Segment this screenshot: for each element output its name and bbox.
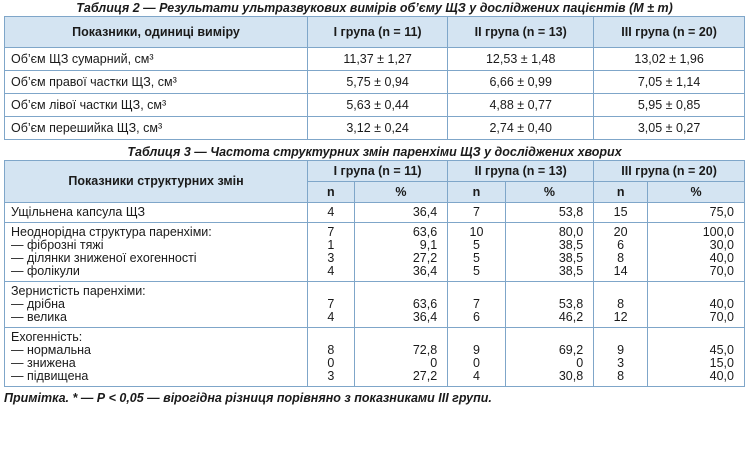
cell-pct: [354, 203, 448, 223]
cell-line: 8: [617, 369, 625, 383]
table3: [4, 160, 745, 387]
cell-n: [308, 223, 355, 282]
cell-line: 20: [613, 225, 628, 239]
cell-value: 5,95 ± 0,85: [594, 94, 745, 117]
cell-line: 0: [576, 356, 584, 370]
cell-line: — фолікули: [11, 264, 80, 278]
cell-n: [594, 203, 648, 223]
row-label: Об’єм ЩЗ сумарний, см³: [5, 48, 308, 71]
cell-line: 8: [617, 251, 625, 265]
cell-pct: [648, 282, 745, 328]
cell-line: — підвищена: [11, 369, 89, 383]
table2-header-indicator: Показники, одиниці виміру: [5, 17, 308, 48]
cell-n: [594, 282, 648, 328]
cell-value: 12,53 ± 1,48: [448, 48, 594, 71]
cell-line: 7: [327, 225, 335, 239]
cell-pct: [354, 223, 448, 282]
table3-caption: Таблиця 3 — Частота структурних змін паренхіми ЩЗ у досліджених хворих: [127, 145, 622, 159]
cell-n: [308, 203, 355, 223]
cell-line: 5: [472, 251, 480, 265]
table-row: [5, 48, 745, 71]
table3-header-indicator: Показники структурних змін: [5, 161, 308, 203]
subheader-n: n: [448, 182, 506, 203]
table2-header-group1: I група (n = 11): [308, 17, 448, 48]
cell-line: 14: [613, 264, 628, 278]
cell-value: 7,05 ± 1,14: [594, 71, 745, 94]
cell-line: 40,0: [709, 297, 734, 311]
cell-line: 5: [472, 238, 480, 252]
table-row: [5, 117, 745, 140]
cell-line: 38,5: [558, 238, 584, 252]
cell-value: 11,37 ± 1,27: [308, 48, 448, 71]
table-row: [5, 94, 745, 117]
cell-pct: [505, 203, 593, 223]
cell-line: 3: [327, 369, 335, 383]
cell-line: 75,0: [709, 205, 734, 219]
cell-line: Ехогенність:: [11, 330, 83, 344]
cell-line: 40,0: [709, 251, 734, 265]
cell-line: 7: [327, 297, 335, 311]
cell-n: [308, 328, 355, 387]
table3-header-row: [5, 161, 745, 182]
table-row: [5, 223, 745, 282]
cell-line: 27,2: [412, 369, 438, 383]
cell-line: 63,6: [412, 225, 438, 239]
cell-line: 72,8: [412, 343, 438, 357]
table2-caption: Таблиця 2 — Результати ультразвукових вимірів об’єму ЩЗ у досліджених пацієнтів (M ± m): [76, 1, 673, 15]
cell-line: — дрібна: [11, 297, 66, 311]
row-label: Об’єм правої частки ЩЗ, см³: [5, 71, 308, 94]
cell-value: 2,74 ± 0,40: [448, 117, 594, 140]
table2: [4, 16, 745, 140]
cell-line: 7: [472, 297, 480, 311]
cell-pct: [505, 282, 593, 328]
cell-line: 36,4: [412, 205, 438, 219]
table-row: [5, 282, 745, 328]
cell-line: 1: [327, 238, 335, 252]
cell-n: [448, 282, 506, 328]
cell-line: 100,0: [702, 225, 734, 239]
cell-line: 38,5: [558, 264, 584, 278]
row-label: [5, 203, 308, 223]
cell-line: 3: [327, 251, 335, 265]
cell-line: 0: [430, 356, 438, 370]
cell-line: 30,0: [709, 238, 734, 252]
row-label: [5, 328, 308, 387]
cell-value: 6,66 ± 0,99: [448, 71, 594, 94]
cell-line: 9,1: [419, 238, 438, 252]
row-label: Об’єм перешийка ЩЗ, см³: [5, 117, 308, 140]
subheader-n: n: [594, 182, 648, 203]
cell-line: Зернистість паренхіми:: [11, 284, 146, 298]
cell-pct: [505, 328, 593, 387]
cell-line: 9: [617, 343, 625, 357]
cell-line: 4: [327, 264, 335, 278]
cell-line: 8: [617, 297, 625, 311]
cell-pct: [648, 203, 745, 223]
cell-pct: [505, 223, 593, 282]
cell-n: [594, 223, 648, 282]
cell-line: 0: [472, 356, 480, 370]
cell-line: 4: [472, 369, 480, 383]
cell-line: 4: [327, 205, 335, 219]
cell-line: — ділянки зниженої exогенності: [11, 251, 197, 265]
cell-line: 4: [327, 310, 335, 324]
cell-line: 46,2: [558, 310, 584, 324]
footnote: Примітка. * — Р < 0,05 — вірогідна різниця порівняно з показниками III групи.: [4, 391, 492, 405]
cell-line: 6: [472, 310, 480, 324]
cell-line: 36,4: [412, 310, 438, 324]
row-label: [5, 223, 308, 282]
cell-value: 13,02 ± 1,96: [594, 48, 745, 71]
row-label: [5, 282, 308, 328]
subheader-pct: %: [354, 182, 448, 203]
table2-header-group3: III група (n = 20): [594, 17, 745, 48]
table3-body: [5, 203, 745, 387]
cell-line: 30,8: [558, 369, 584, 383]
cell-line: 15,0: [709, 356, 734, 370]
cell-line: 40,0: [709, 369, 734, 383]
subheader-n: n: [308, 182, 355, 203]
cell-line: — фіброзні тяжі: [11, 238, 104, 252]
cell-value: 3,05 ± 0,27: [594, 117, 745, 140]
cell-value: 5,75 ± 0,94: [308, 71, 448, 94]
cell-value: 4,88 ± 0,77: [448, 94, 594, 117]
cell-line: Неоднорідна структура паренхіми:: [11, 225, 212, 239]
cell-line: 53,8: [558, 205, 584, 219]
cell-line: 45,0: [709, 343, 734, 357]
table3-header-group3: III група (n = 20): [594, 161, 745, 182]
cell-line: 80,0: [558, 225, 584, 239]
cell-n: [448, 203, 506, 223]
cell-line: — знижена: [11, 356, 76, 370]
cell-line: 70,0: [709, 310, 734, 324]
cell-line: 27,2: [412, 251, 438, 265]
cell-n: [308, 282, 355, 328]
cell-pct: [648, 328, 745, 387]
subheader-pct: %: [505, 182, 593, 203]
table-row: [5, 203, 745, 223]
subheader-pct: %: [648, 182, 745, 203]
table-row: [5, 71, 745, 94]
cell-line: 70,0: [709, 264, 734, 278]
table-row: [5, 328, 745, 387]
cell-pct: [354, 282, 448, 328]
cell-line: Ущільнена капсула ЩЗ: [11, 205, 146, 219]
cell-line: 9: [472, 343, 480, 357]
cell-line: 0: [327, 356, 335, 370]
cell-value: 3,12 ± 0,24: [308, 117, 448, 140]
cell-line: 69,2: [558, 343, 584, 357]
cell-line: 15: [613, 205, 628, 219]
cell-line: 53,8: [558, 297, 584, 311]
table2-header-group2: II група (n = 13): [448, 17, 594, 48]
cell-line: 12: [613, 310, 628, 324]
cell-n: [594, 328, 648, 387]
cell-n: [448, 223, 506, 282]
cell-n: [448, 328, 506, 387]
cell-line: — нормальна: [11, 343, 91, 357]
cell-line: 10: [469, 225, 484, 239]
cell-value: 5,63 ± 0,44: [308, 94, 448, 117]
cell-pct: [354, 328, 448, 387]
row-label: Об’єм лівої частки ЩЗ, см³: [5, 94, 308, 117]
cell-line: — велика: [11, 310, 67, 324]
cell-line: 3: [617, 356, 625, 370]
table2-header-row: [5, 17, 745, 48]
cell-line: 36,4: [412, 264, 438, 278]
cell-pct: [648, 223, 745, 282]
cell-line: 7: [472, 205, 480, 219]
cell-line: 6: [617, 238, 625, 252]
cell-line: 38,5: [558, 251, 584, 265]
cell-line: 63,6: [412, 297, 438, 311]
table3-header-group1: I група (n = 11): [308, 161, 448, 182]
cell-line: 5: [472, 264, 480, 278]
table3-header-group2: II група (n = 13): [448, 161, 594, 182]
cell-line: 8: [327, 343, 335, 357]
